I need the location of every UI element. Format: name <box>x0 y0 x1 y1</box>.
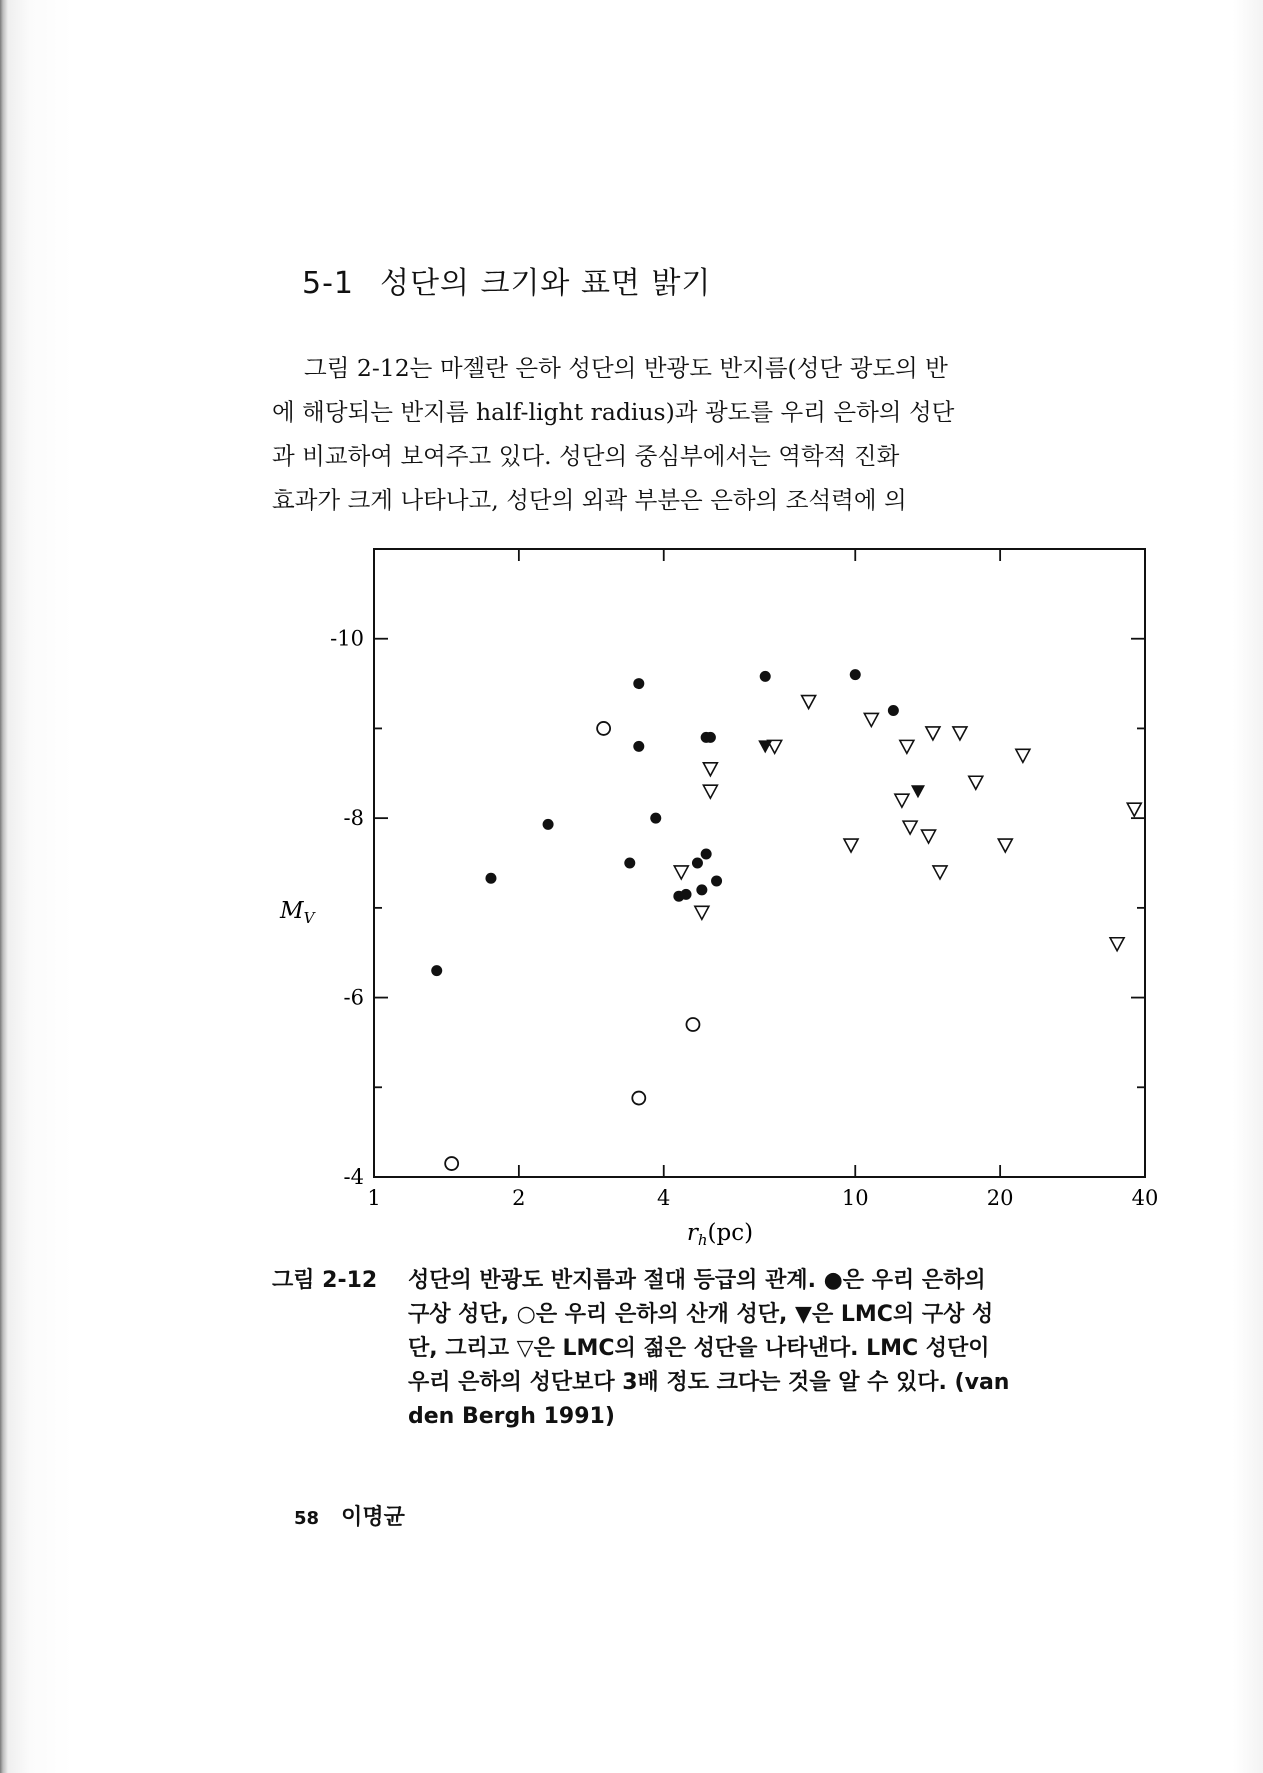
globular-cluster-point <box>485 873 496 884</box>
globular-cluster-point <box>431 965 442 976</box>
caption-line: 우리 은하의 성단보다 3배 정도 크다는 것을 알 수 있다. (van <box>408 1370 1010 1395</box>
globular-cluster-point <box>705 732 716 743</box>
body-line: 에 해당되는 반지름 half-light radius)과 광도를 우리 은하의 성단 <box>272 398 955 426</box>
x-tick-label: 2 <box>512 1186 526 1210</box>
open-cluster-point <box>597 722 610 735</box>
chart-axes <box>374 549 1145 1177</box>
lmc-young-point <box>1016 749 1030 762</box>
lmc-young-point <box>802 696 816 709</box>
plot-frame <box>374 549 1145 1177</box>
lmc-young-point <box>998 839 1012 852</box>
globular-cluster-point <box>543 819 554 830</box>
caption-line: 성단의 반광도 반지름과 절대 등급의 관계. ●은 우리 은하의 <box>408 1268 986 1293</box>
chart-ticks <box>374 549 1145 1177</box>
lmc-young-point <box>895 794 909 807</box>
lmc-young-point <box>900 740 914 753</box>
y-tick-label: -4 <box>343 1165 364 1189</box>
lmc-young-point <box>703 763 717 776</box>
lmc-young-point <box>922 830 936 843</box>
open-cluster-point <box>686 1018 699 1031</box>
body-line: 과 비교하여 보여주고 있다. 성단의 중심부에서는 역학적 진화 <box>272 442 900 470</box>
lmc-young-point <box>703 785 717 798</box>
page-footer <box>294 1500 405 1531</box>
scatter-chart <box>270 540 1170 1260</box>
author-name: 이명균 <box>341 1505 405 1530</box>
lmc-globular-point <box>758 740 772 753</box>
globular-cluster-point <box>624 858 635 869</box>
lmc-young-point <box>1110 938 1124 951</box>
globular-cluster-point <box>888 705 899 716</box>
caption-line: 구상 성단, ○은 우리 은하의 산개 성단, ▼은 LMC의 구상 성 <box>408 1302 994 1327</box>
y-axis-label <box>279 898 317 927</box>
globular-cluster-point <box>633 678 644 689</box>
caption-line: den Bergh 1991) <box>408 1404 615 1429</box>
y-axis-label-sub: V <box>303 909 315 927</box>
y-tick-label: -8 <box>343 806 364 831</box>
globular-cluster-point <box>692 858 703 869</box>
lmc-young-point <box>695 906 709 919</box>
x-tick-label: 4 <box>657 1186 671 1210</box>
body-line: 효과가 크게 나타나고, 성단의 외곽 부분은 은하의 조석력에 의 <box>272 486 907 514</box>
x-tick-label: 20 <box>986 1186 1014 1210</box>
lmc-young-point <box>1127 803 1141 816</box>
x-axis-label-unit: (pc) <box>707 1220 754 1246</box>
globular-cluster-point <box>681 889 692 900</box>
globular-cluster-point <box>760 671 771 682</box>
section-number: 5-1 <box>302 266 354 301</box>
lmc-young-point <box>926 727 940 740</box>
globular-cluster-point <box>711 875 722 886</box>
globular-cluster-point <box>850 669 861 680</box>
caption-label: 그림 2-12 <box>272 1268 378 1293</box>
caption-text <box>408 1264 1152 1434</box>
globular-cluster-point <box>701 849 712 860</box>
chart-points <box>431 669 1141 1170</box>
section-title: 성단의 크기와 표면 밝기 <box>380 266 712 301</box>
lmc-young-point <box>969 776 983 789</box>
lmc-young-point <box>674 866 688 879</box>
page-binding-shadow <box>0 0 72 1773</box>
x-axis-label <box>687 1220 753 1249</box>
y-tick-label: -10 <box>330 626 364 651</box>
chart-tick-labels <box>330 627 1158 1210</box>
x-tick-label: 1 <box>367 1186 381 1210</box>
page-number: 58 <box>294 1508 320 1529</box>
x-tick-label: 10 <box>841 1186 869 1210</box>
x-tick-label: 40 <box>1131 1186 1159 1210</box>
y-axis-label-var: M <box>280 898 304 924</box>
globular-cluster-point <box>650 813 661 824</box>
page-edge-shadow <box>1233 0 1263 1773</box>
lmc-young-point <box>953 727 967 740</box>
lmc-young-point <box>864 713 878 726</box>
globular-cluster-point <box>696 884 707 895</box>
x-axis-label-sub: h <box>697 1231 708 1249</box>
body-line: 그림 2-12는 마젤란 은하 성단의 반광도 반지름(성단 광도의 반 <box>304 354 948 382</box>
x-axis-label-var: r <box>686 1220 698 1246</box>
lmc-young-point <box>933 866 947 879</box>
globular-cluster-point <box>633 741 644 752</box>
section-heading <box>302 258 711 302</box>
body-paragraph <box>272 346 1152 522</box>
lmc-young-point <box>844 839 858 852</box>
caption-line: 단, 그리고 ▽은 LMC의 젊은 성단을 나타낸다. LMC 성단이 <box>408 1336 990 1361</box>
lmc-young-point <box>903 821 917 834</box>
y-tick-label: -6 <box>343 985 364 1010</box>
lmc-globular-point <box>911 785 925 798</box>
open-cluster-point <box>632 1092 645 1105</box>
open-cluster-point <box>445 1157 458 1170</box>
